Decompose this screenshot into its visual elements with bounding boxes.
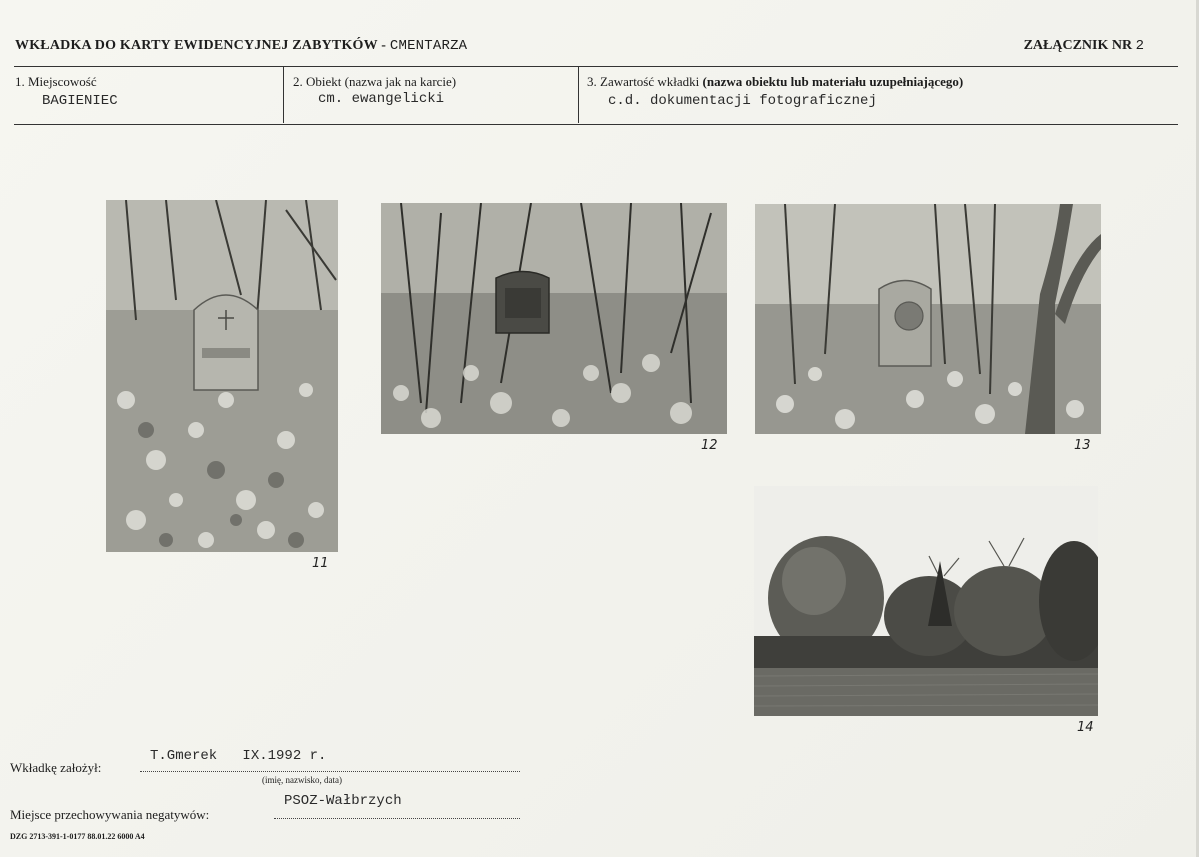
photo-11 [106,200,338,552]
sheet-title: WKŁADKA DO KARTY EWIDENCYJNEJ ZABYTKÓW - CMENTARZA [15,38,468,54]
sheet-title-typed: CMENTARZA [389,38,468,54]
photo-13 [755,204,1101,434]
created-value: T.Gmerek IX.1992 r. [150,748,327,764]
storage-label: Miejsce przechowywania negatywów: [10,807,210,822]
photo-14-number: 14 [1077,720,1094,735]
annex-number: 2 [1135,38,1144,54]
field-divider-2 [578,67,579,123]
content-value: c.d. dokumentacji fotograficznej [608,93,877,109]
created-hint: (imię, nazwisko, data) [262,775,342,785]
created-line [140,771,520,772]
locality-label: 1. Miejscowość [15,74,97,89]
annex-label: ZAŁĄCZNIK NR 2 [1023,38,1144,54]
content-label-hint: (nazwa obiektu lub materiału uzupełniającego) [702,74,964,89]
object-value: cm. ewangelicki [318,91,445,107]
storage-line [274,818,520,819]
photo-12-number: 12 [701,438,718,453]
locality-value: BAGIENIEC [42,93,118,109]
photo-11-image [106,200,338,552]
photo-12-image [381,203,727,434]
storage-value: PSOZ-Wałbrzych [284,793,402,809]
object-label: 2. Obiekt (nazwa jak na karcie) [293,74,457,89]
field-divider-1 [283,67,284,123]
photo-14 [754,486,1098,716]
photo-14-image [754,486,1098,716]
header-rule-top [14,66,1178,67]
print-code: DZG 2713-391-1-0177 88.01.22 6000 A4 [10,832,145,841]
photo-13-number: 13 [1074,438,1091,453]
photo-11-number: 11 [312,556,329,571]
header-rule-bottom [14,124,1178,125]
photo-12 [381,203,727,434]
photo-13-image [755,204,1101,434]
content-label: 3. Zawartość wkładki (nazwa obiektu lub materiału uzupełniającego) [587,74,964,89]
created-label: Wkładkę założył: [10,760,102,775]
